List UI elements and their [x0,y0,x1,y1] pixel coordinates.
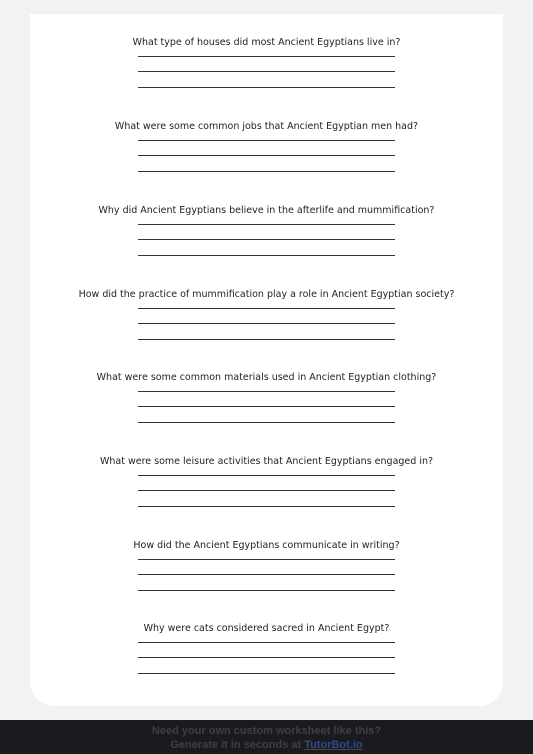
question-text: How did the Ancient Egyptians communicate in writing? [133,540,400,551]
promo-banner [0,720,533,754]
answer-line[interactable] [138,673,395,674]
question-block [30,540,503,591]
answer-line[interactable] [138,657,395,658]
question-text: What were some common materials used in Ancient Egyptian clothing? [96,372,437,383]
answer-line[interactable] [138,406,395,407]
question-text: What type of houses did most Ancient Egyptians live in? [132,37,401,48]
promo-subline [0,738,533,752]
answer-line[interactable] [138,559,395,560]
answer-line[interactable] [138,590,395,591]
question-block [30,623,503,674]
worksheet-page [30,14,503,706]
answer-line[interactable] [138,422,395,423]
answer-line[interactable] [138,239,395,240]
answer-line[interactable] [138,323,395,324]
question-block [30,289,503,340]
tutorbot-link[interactable]: TutorBot.io [304,739,363,751]
question-text: How did the practice of mummification play a role in Ancient Egyptian society? [78,289,455,300]
question-text: Why were cats considered sacred in Ancient Egypt? [143,623,390,634]
promo-headline: Need your own custom worksheet like this? [151,725,382,737]
question-text: What were some common jobs that Ancient Egyptian men had? [114,121,419,132]
answer-line[interactable] [138,475,395,476]
question-block [30,456,503,507]
answer-line[interactable] [138,255,395,256]
answer-line[interactable] [138,574,395,575]
answer-line[interactable] [138,642,395,643]
answer-line[interactable] [138,506,395,507]
answer-line[interactable] [138,391,395,392]
question-text: What were some leisure activities that Ancient Egyptians engaged in? [99,456,434,467]
answer-line[interactable] [138,140,395,141]
question-block [30,121,503,172]
question-block [30,205,503,256]
answer-line[interactable] [138,155,395,156]
question-block [30,372,503,423]
answer-line[interactable] [138,490,395,491]
question-block [30,37,503,88]
promo-subline-text: Generate it in seconds at [170,739,305,751]
answer-line[interactable] [138,71,395,72]
answer-line[interactable] [138,339,395,340]
answer-line[interactable] [138,308,395,309]
answer-line[interactable] [138,87,395,88]
answer-line[interactable] [138,171,395,172]
answer-line[interactable] [138,56,395,57]
question-text: Why did Ancient Egyptians believe in the afterlife and mummification? [98,205,435,216]
answer-line[interactable] [138,224,395,225]
